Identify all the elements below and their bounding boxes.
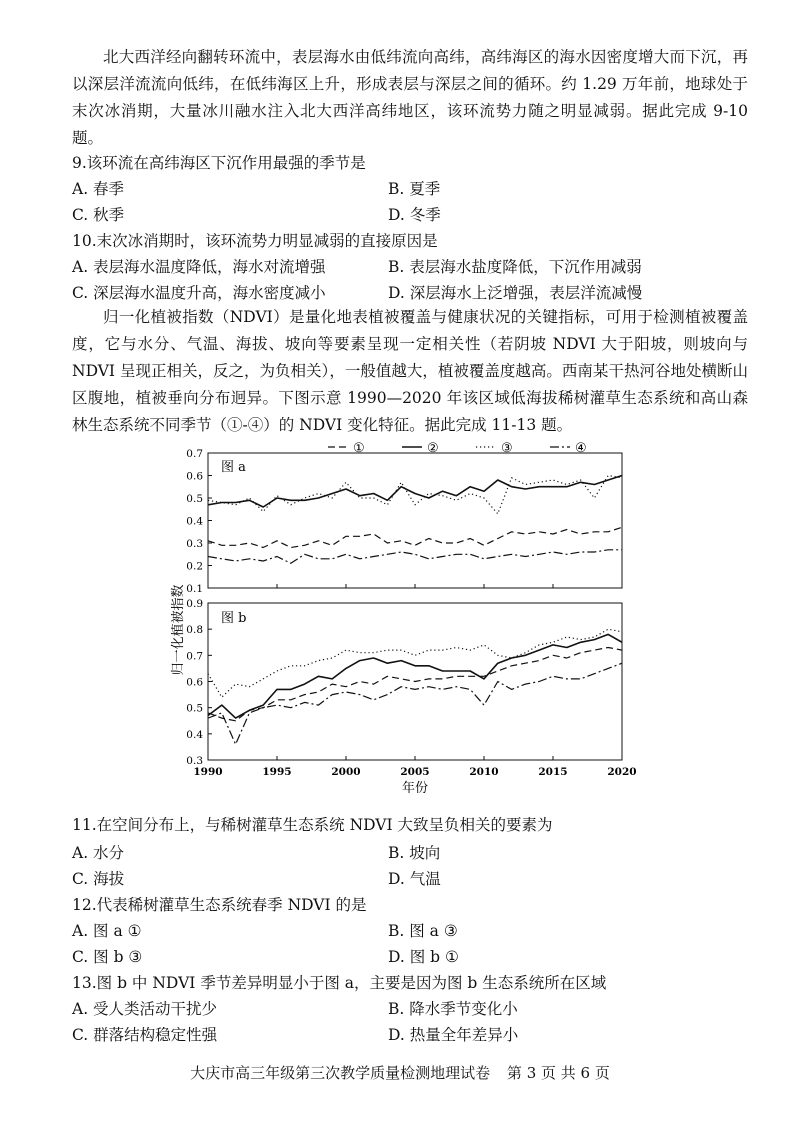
y-tick-label: 0.3 — [186, 538, 203, 550]
question-13-option-b: B. 降水季节变化小 — [388, 1000, 518, 1018]
question-12-stem: 12.代表稀树灌草生态系统春季 NDVI 的是 — [72, 896, 367, 914]
intro-paragraph-circulation: 北大西洋经向翻转环流中，表层海水由低纬流向高纬，高纬海区的海水因密度增大而下沉，再以深层洋流流向低纬，在低纬海区上升，形成表层与深层之间的循环。约 1.29 万年前，地球处于末次冰消期，大量冰川融水注入北大西洋高纬地区，该环流势力随之明显减弱。据此完成 9-10 题。 — [72, 48, 748, 147]
y-tick-label: 0.1 — [186, 583, 203, 595]
footer-page-number: 第 3 页 共 6 页 — [506, 1064, 610, 1082]
question-9-option-c: C. 秋季 — [72, 206, 125, 224]
panel-title-a: 图 a — [221, 460, 246, 475]
x-tick-label: 2005 — [400, 766, 430, 778]
series-lines-a — [208, 476, 622, 564]
question-9-option-a: A. 春季 — [72, 180, 125, 198]
question-13-option-d: D. 热量全年差异小 — [388, 1026, 519, 1044]
y-tick-label: 0.7 — [186, 448, 203, 460]
series-line-a-3 — [208, 476, 622, 514]
question-11-option-a: A. 水分 — [72, 844, 125, 862]
question-11-option-d: D. 气温 — [388, 870, 441, 888]
panel-title-b: 图 b — [221, 611, 247, 626]
series-line-b-1 — [208, 648, 622, 721]
x-axis-label: 年份 — [401, 781, 429, 796]
question-13-option-c: C. 群落结构稳定性强 — [72, 1026, 218, 1044]
series-line-b-3 — [208, 629, 622, 697]
question-12-option-a: A. 图 a ① — [72, 922, 142, 940]
question-10-option-c: C. 深层海水温度升高，海水密度减小 — [72, 284, 326, 302]
legend — [328, 441, 587, 456]
question-9-option-b: B. 夏季 — [388, 180, 441, 198]
x-tick-label: 1990 — [193, 766, 223, 778]
footer-exam-title: 大庆市高三年级第三次教学质量检测地理试卷 — [190, 1064, 491, 1082]
x-tick-label: 2015 — [538, 766, 568, 778]
y-tick-label: 0.4 — [186, 728, 203, 741]
y-tick-label: 0.7 — [186, 650, 203, 663]
plot-frame-a — [208, 453, 622, 588]
y-tick-label: 0.6 — [186, 470, 203, 483]
question-13-stem: 13.图 b 中 NDVI 季节差异明显小于图 a，主要是因为图 b 生态系统所在区域 — [72, 974, 607, 992]
question-9-option-d: D. 冬季 — [388, 206, 441, 224]
question-10-option-b: B. 表层海水盐度降低，下沉作用减弱 — [388, 258, 642, 276]
y-tick-label: 0.9 — [186, 598, 203, 610]
ndvi-figure — [160, 440, 640, 800]
question-11-option-c: C. 海拔 — [72, 870, 125, 888]
y-tick-label: 0.2 — [186, 560, 203, 573]
y-tick-label: 0.5 — [186, 702, 203, 715]
y-tick-label: 0.4 — [186, 515, 203, 528]
series-line-a-4 — [208, 550, 622, 564]
y-tick-label: 0.5 — [186, 493, 203, 505]
y-tick-label: 0.3 — [186, 755, 203, 767]
question-12-option-d: D. 图 b ① — [388, 948, 459, 966]
question-11-stem: 11.在空间分布上，与稀树灌草生态系统 NDVI 大致呈负相关的要素为 — [72, 816, 553, 834]
x-tick-label: 2010 — [469, 766, 499, 778]
question-12-option-b: B. 图 a ③ — [388, 922, 458, 940]
series-line-a-2 — [208, 476, 622, 508]
question-12-option-c: C. 图 b ③ — [72, 948, 143, 966]
question-10-stem: 10.末次冰消期时，该环流势力明显减弱的直接原因是 — [72, 232, 438, 250]
question-9-stem: 9.该环流在高纬海区下沉作用最强的季节是 — [72, 154, 366, 172]
question-10-option-d: D. 深层海水上泛增强，表层洋流减慢 — [388, 284, 643, 302]
page-footer — [0, 1062, 800, 1083]
y-tick-label: 0.6 — [186, 676, 203, 689]
question-13-option-a: A. 受人类活动干扰少 — [72, 1000, 218, 1018]
legend-label-3: ③ — [501, 441, 513, 456]
legend-label-4: ④ — [575, 441, 587, 456]
intro-paragraph-ndvi: 归一化植被指数（NDVI）是量化地表植被覆盖与健康状况的关键指标，可用于检测植被覆盖度，它与水分、气温、海拔、坡向等要素呈现一定相关性（若阴坡 NDVI 大于阳坡，则坡向与 NDVI 呈现正相关，反之，为负相关），一般值越大，植被覆盖度越高。西南某干热河谷地处横断山区腹地，植被垂向分布迥异。下图示意 1990—2020 年该区域低海拔稀树灌草生态系统和高山森林生态系统不同季节（①-④）的 NDVI 变化特征。据此完成 11-13 题。 — [72, 308, 748, 434]
series-lines-b — [208, 629, 622, 744]
x-tick-label: 2020 — [607, 766, 637, 778]
x-tick-label: 1995 — [262, 766, 292, 778]
series-line-b-2 — [208, 634, 622, 718]
question-10-option-a: A. 表层海水温度降低，海水对流增强 — [72, 258, 326, 276]
y-tick-label: 0.8 — [186, 624, 203, 637]
legend-label-2: ② — [427, 441, 439, 456]
series-line-a-1 — [208, 527, 622, 547]
x-tick-label: 2000 — [331, 766, 361, 778]
legend-label-1: ① — [353, 441, 365, 456]
y-axis-label: 归一化植被指数 — [171, 584, 186, 676]
question-11-option-b: B. 坡向 — [388, 844, 441, 862]
